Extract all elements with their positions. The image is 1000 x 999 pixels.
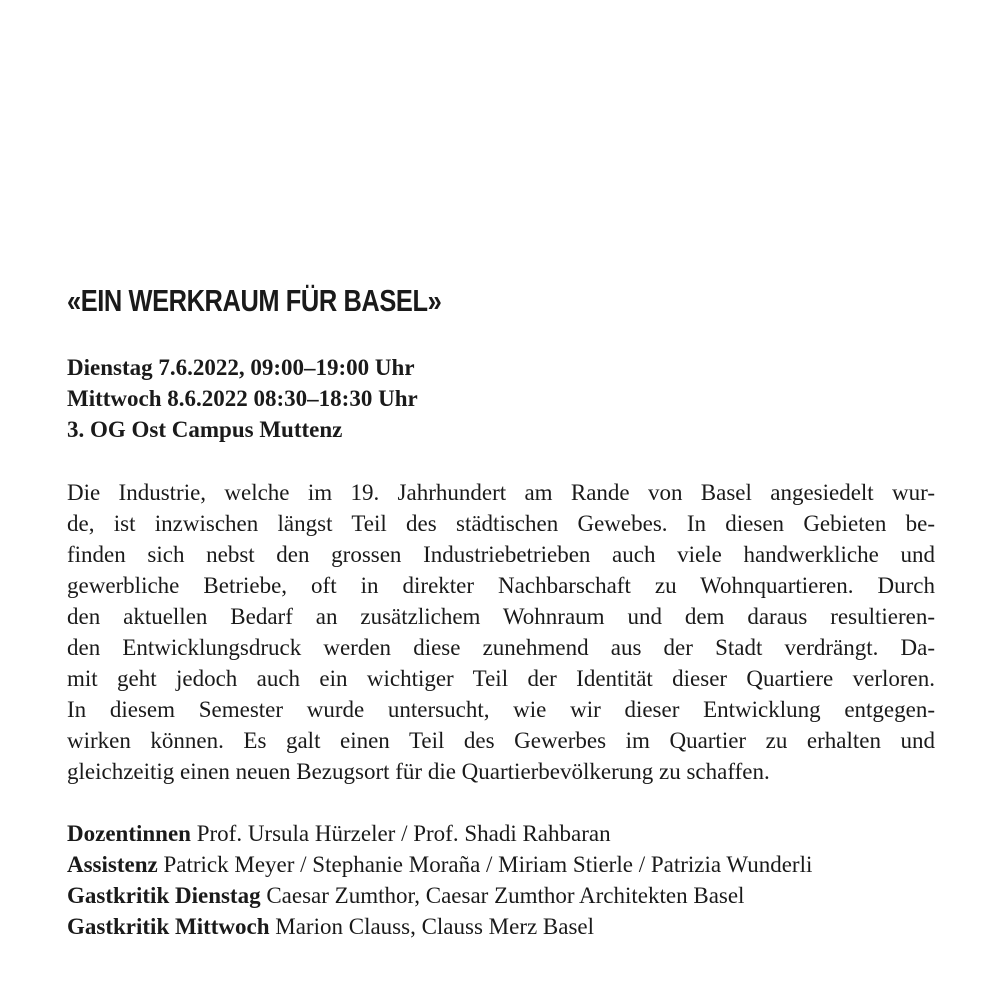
credit-row-gastkritik-dienstag xyxy=(67,880,935,911)
event-date-wednesday: Mittwoch 8.6.2022 08:30–18:30 Uhr xyxy=(67,386,418,411)
credit-role: Gastkritik Mittwoch xyxy=(67,914,270,939)
description-paragraph xyxy=(67,477,935,787)
credit-names: Marion Clauss, Clauss Merz Basel xyxy=(275,914,595,939)
credit-names: Caesar Zumthor, Caesar Zumthor Architekten Basel xyxy=(266,883,745,908)
credit-names: Patrick Meyer / Stephanie Moraña / Miriam Stierle / Patrizia Wunderli xyxy=(163,852,813,877)
event-details xyxy=(67,352,935,445)
paragraph-line: den aktuellen Bedarf an zusätzlichem Wohnraum und dem daraus resultieren- xyxy=(67,604,935,629)
credit-role: Gastkritik Dienstag xyxy=(67,883,261,908)
credit-row-gastkritik-mittwoch xyxy=(67,911,935,942)
event-date-tuesday: Dienstag 7.6.2022, 09:00–19:00 Uhr xyxy=(67,355,415,380)
document-page xyxy=(67,283,935,942)
paragraph-line: gleichzeitig einen neuen Bezugsort für die Quartierbevölkerung zu schaffen. xyxy=(67,759,770,784)
credit-role: Dozentinnen xyxy=(67,821,191,846)
event-location: 3. OG Ost Campus Muttenz xyxy=(67,417,343,442)
paragraph-line: Die Industrie, welche im 19. Jahrhundert am Rande von Basel angesiedelt wur- xyxy=(67,480,935,505)
page-title: «EIN WERKRAUM FÜR BASEL» xyxy=(67,283,442,318)
paragraph-line: gewerbliche Betriebe, oft in direkter Nachbarschaft zu Wohnquartieren. Durch xyxy=(67,573,935,598)
paragraph-line: de, ist inzwischen längst Teil des städtischen Gewebes. In diesen Gebieten be- xyxy=(67,511,935,536)
paragraph-line: finden sich nebst den grossen Industriebetrieben auch viele handwerkliche und xyxy=(67,542,935,567)
credit-names: Prof. Ursula Hürzeler / Prof. Shadi Rahbaran xyxy=(196,821,611,846)
credit-row-assistenz xyxy=(67,849,935,880)
paragraph-line: den Entwicklungsdruck werden diese zunehmend aus der Stadt verdrängt. Da- xyxy=(67,635,935,660)
paragraph-line: mit geht jedoch auch ein wichtiger Teil der Identität dieser Quartiere verloren. xyxy=(67,666,935,691)
credit-role: Assistenz xyxy=(67,852,158,877)
credit-row-dozentinnen xyxy=(67,818,935,849)
paragraph-line: In diesem Semester wurde untersucht, wie wir dieser Entwicklung entgegen- xyxy=(67,697,935,722)
paragraph-line: wirken können. Es galt einen Teil des Gewerbes im Quartier zu erhalten und xyxy=(67,728,935,753)
credits-list xyxy=(67,818,935,942)
